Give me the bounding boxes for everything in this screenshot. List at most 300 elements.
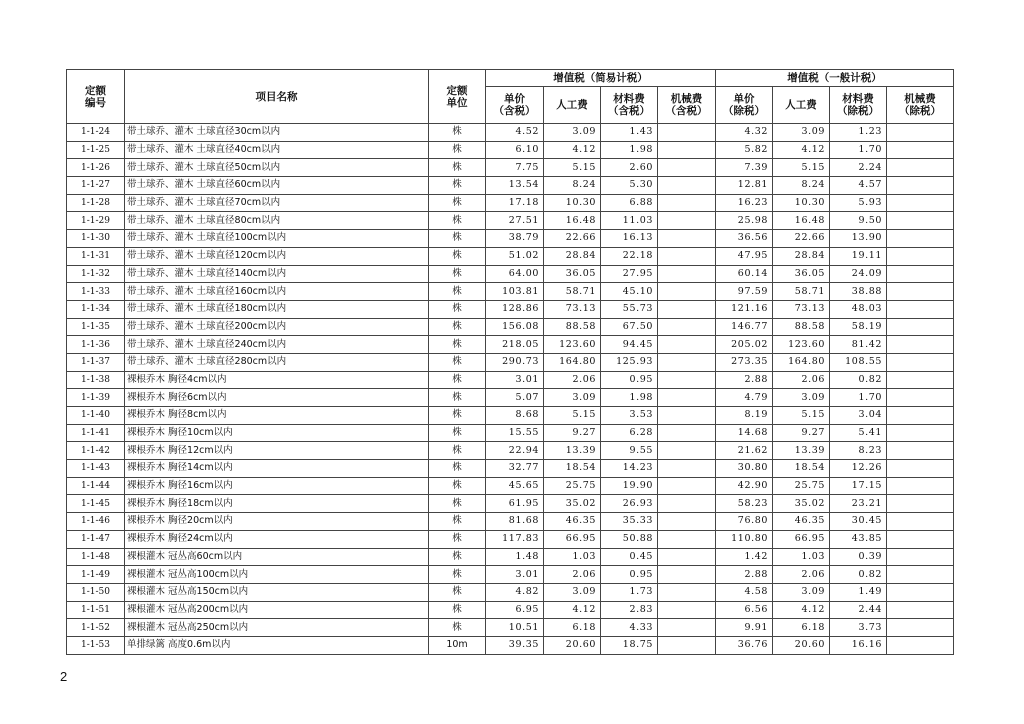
- cell-code: 1-1-49: [67, 566, 125, 584]
- cell-labor-cost: 28.84: [773, 247, 830, 265]
- cell-unit: 株: [429, 389, 486, 407]
- cell-unit-price-incl-tax: 3.01: [486, 566, 544, 584]
- cell-code: 1-1-32: [67, 265, 125, 283]
- cell-unit: 株: [429, 141, 486, 159]
- header-unit-price-excl-tax: 单价 （除税）: [716, 87, 773, 124]
- cell-material-cost-excl-tax: 48.03: [830, 300, 887, 318]
- cell-material-cost-incl-tax: 1.98: [601, 141, 658, 159]
- cell-labor-cost: 46.35: [544, 513, 601, 531]
- cell-unit-price-incl-tax: 39.35: [486, 636, 544, 654]
- cell-item-name: 裸根乔木 胸径10cm以内: [125, 424, 429, 442]
- cell-item-name: 带土球乔、灌木 土球直径80cm以内: [125, 212, 429, 230]
- cell-unit-price-excl-tax: 97.59: [716, 283, 773, 301]
- cell-unit-price-incl-tax: 32.77: [486, 460, 544, 478]
- cell-labor-cost: 73.13: [773, 300, 830, 318]
- table-row: [67, 548, 954, 566]
- cell-labor-cost: 25.75: [773, 477, 830, 495]
- cell-machinery-cost-incl-tax: [658, 177, 716, 195]
- cell-unit-price-incl-tax: 13.54: [486, 177, 544, 195]
- cell-labor-cost: 1.03: [544, 548, 601, 566]
- cell-code: 1-1-52: [67, 619, 125, 637]
- cell-unit-price-excl-tax: 58.23: [716, 495, 773, 513]
- cell-machinery-cost-incl-tax: [658, 601, 716, 619]
- cell-unit-price-incl-tax: 290.73: [486, 353, 544, 371]
- cell-machinery-cost-excl-tax: [887, 353, 954, 371]
- cell-code: 1-1-41: [67, 424, 125, 442]
- cell-machinery-cost-incl-tax: [658, 566, 716, 584]
- cell-unit-price-incl-tax: 7.75: [486, 159, 544, 177]
- cell-labor-cost: 13.39: [773, 442, 830, 460]
- cell-unit: 株: [429, 159, 486, 177]
- cell-machinery-cost-incl-tax: [658, 159, 716, 177]
- cell-unit-price-excl-tax: 2.88: [716, 371, 773, 389]
- cell-unit-price-excl-tax: 47.95: [716, 247, 773, 265]
- cell-code: 1-1-40: [67, 407, 125, 425]
- cell-labor-cost: 3.09: [773, 583, 830, 601]
- cell-item-name: 带土球乔、灌木 土球直径40cm以内: [125, 141, 429, 159]
- cell-labor-cost: 8.24: [544, 177, 601, 195]
- cell-unit-price-excl-tax: 5.82: [716, 141, 773, 159]
- cell-labor-cost: 3.09: [544, 583, 601, 601]
- cell-labor-cost: 123.60: [773, 336, 830, 354]
- table-row: [67, 636, 954, 654]
- cell-labor-cost: 3.09: [773, 124, 830, 142]
- cell-machinery-cost-incl-tax: [658, 460, 716, 478]
- table-row: [67, 353, 954, 371]
- cell-unit-price-incl-tax: 117.83: [486, 530, 544, 548]
- cell-code: 1-1-39: [67, 389, 125, 407]
- cell-item-name: 裸根灌木 冠丛高250cm以内: [125, 619, 429, 637]
- cell-code: 1-1-37: [67, 353, 125, 371]
- table-row: [67, 566, 954, 584]
- cell-unit: 株: [429, 230, 486, 248]
- cell-item-name: 裸根乔木 胸径14cm以内: [125, 460, 429, 478]
- cell-unit-price-excl-tax: 146.77: [716, 318, 773, 336]
- table-row: [67, 230, 954, 248]
- cell-item-name: 单排绿篱 高度0.6m以内: [125, 636, 429, 654]
- cell-item-name: 裸根灌木 冠丛高150cm以内: [125, 583, 429, 601]
- cell-unit-price-incl-tax: 17.18: [486, 194, 544, 212]
- cell-code: 1-1-36: [67, 336, 125, 354]
- cell-machinery-cost-excl-tax: [887, 619, 954, 637]
- cell-labor-cost: 66.95: [773, 530, 830, 548]
- cell-item-name: 裸根灌木 冠丛高200cm以内: [125, 601, 429, 619]
- cell-material-cost-incl-tax: 125.93: [601, 353, 658, 371]
- cell-unit-price-incl-tax: 61.95: [486, 495, 544, 513]
- cell-item-name: 裸根乔木 胸径24cm以内: [125, 530, 429, 548]
- header-machinery-cost-incl-tax: 机械费 （含税）: [658, 87, 716, 124]
- cell-unit-price-excl-tax: 12.81: [716, 177, 773, 195]
- cell-material-cost-excl-tax: 19.11: [830, 247, 887, 265]
- cell-item-name: 带土球乔、灌木 土球直径60cm以内: [125, 177, 429, 195]
- cell-item-name: 带土球乔、灌木 土球直径30cm以内: [125, 124, 429, 142]
- cell-unit: 株: [429, 265, 486, 283]
- cell-code: 1-1-51: [67, 601, 125, 619]
- cell-unit: 株: [429, 601, 486, 619]
- cell-code: 1-1-42: [67, 442, 125, 460]
- cell-machinery-cost-excl-tax: [887, 141, 954, 159]
- page-number: 2: [60, 669, 68, 684]
- table-row: [67, 283, 954, 301]
- cell-code: 1-1-29: [67, 212, 125, 230]
- cell-unit-price-incl-tax: 10.51: [486, 619, 544, 637]
- cell-unit: 株: [429, 318, 486, 336]
- cell-material-cost-incl-tax: 35.33: [601, 513, 658, 531]
- cell-unit-price-excl-tax: 1.42: [716, 548, 773, 566]
- cell-material-cost-excl-tax: 81.42: [830, 336, 887, 354]
- cell-machinery-cost-excl-tax: [887, 283, 954, 301]
- cell-labor-cost: 3.09: [544, 124, 601, 142]
- cell-material-cost-incl-tax: 9.55: [601, 442, 658, 460]
- cell-material-cost-incl-tax: 11.03: [601, 212, 658, 230]
- cell-unit-price-excl-tax: 121.16: [716, 300, 773, 318]
- cell-code: 1-1-46: [67, 513, 125, 531]
- cell-machinery-cost-incl-tax: [658, 124, 716, 142]
- cell-unit-price-incl-tax: 45.65: [486, 477, 544, 495]
- cell-material-cost-excl-tax: 30.45: [830, 513, 887, 531]
- header-group-general-tax: 增值税（一般计税）: [716, 70, 954, 87]
- cell-code: 1-1-27: [67, 177, 125, 195]
- cell-labor-cost: 9.27: [544, 424, 601, 442]
- cell-item-name: 带土球乔、灌木 土球直径140cm以内: [125, 265, 429, 283]
- rate-table: [66, 69, 954, 655]
- cell-material-cost-incl-tax: 1.98: [601, 389, 658, 407]
- cell-unit: 株: [429, 353, 486, 371]
- cell-labor-cost: 66.95: [544, 530, 601, 548]
- cell-item-name: 裸根灌木 冠丛高100cm以内: [125, 566, 429, 584]
- cell-machinery-cost-excl-tax: [887, 389, 954, 407]
- cell-material-cost-incl-tax: 2.83: [601, 601, 658, 619]
- cell-material-cost-excl-tax: 3.73: [830, 619, 887, 637]
- cell-unit: 株: [429, 336, 486, 354]
- cell-unit-price-excl-tax: 9.91: [716, 619, 773, 637]
- cell-machinery-cost-incl-tax: [658, 353, 716, 371]
- cell-material-cost-incl-tax: 6.28: [601, 424, 658, 442]
- cell-material-cost-excl-tax: 0.39: [830, 548, 887, 566]
- cell-code: 1-1-34: [67, 300, 125, 318]
- cell-labor-cost: 123.60: [544, 336, 601, 354]
- cell-unit-price-excl-tax: 60.14: [716, 265, 773, 283]
- cell-machinery-cost-incl-tax: [658, 194, 716, 212]
- cell-material-cost-excl-tax: 8.23: [830, 442, 887, 460]
- cell-material-cost-incl-tax: 1.73: [601, 583, 658, 601]
- table-row: [67, 460, 954, 478]
- cell-material-cost-incl-tax: 50.88: [601, 530, 658, 548]
- cell-labor-cost: 36.05: [544, 265, 601, 283]
- cell-code: 1-1-38: [67, 371, 125, 389]
- cell-labor-cost: 20.60: [773, 636, 830, 654]
- table-row: [67, 177, 954, 195]
- cell-labor-cost: 16.48: [544, 212, 601, 230]
- cell-unit-price-incl-tax: 3.01: [486, 371, 544, 389]
- cell-machinery-cost-excl-tax: [887, 194, 954, 212]
- cell-unit-price-incl-tax: 5.07: [486, 389, 544, 407]
- cell-unit: 株: [429, 283, 486, 301]
- cell-machinery-cost-incl-tax: [658, 619, 716, 637]
- cell-code: 1-1-44: [67, 477, 125, 495]
- cell-code: 1-1-47: [67, 530, 125, 548]
- cell-unit: 株: [429, 477, 486, 495]
- cell-code: 1-1-31: [67, 247, 125, 265]
- cell-material-cost-incl-tax: 14.23: [601, 460, 658, 478]
- cell-machinery-cost-excl-tax: [887, 230, 954, 248]
- cell-machinery-cost-incl-tax: [658, 548, 716, 566]
- cell-labor-cost: 5.15: [544, 159, 601, 177]
- header-machinery-cost-excl-tax: 机械费 （除税）: [887, 87, 954, 124]
- header-name: 项目名称: [125, 70, 429, 124]
- cell-machinery-cost-incl-tax: [658, 336, 716, 354]
- cell-code: 1-1-28: [67, 194, 125, 212]
- cell-machinery-cost-incl-tax: [658, 371, 716, 389]
- cell-labor-cost: 164.80: [544, 353, 601, 371]
- cell-unit-price-incl-tax: 103.81: [486, 283, 544, 301]
- cell-machinery-cost-excl-tax: [887, 265, 954, 283]
- cell-machinery-cost-excl-tax: [887, 460, 954, 478]
- table-row: [67, 124, 954, 142]
- header-labor-cost: 人工费: [544, 87, 601, 124]
- cell-material-cost-excl-tax: 0.82: [830, 566, 887, 584]
- table-row: [67, 371, 954, 389]
- cell-code: 1-1-26: [67, 159, 125, 177]
- cell-labor-cost: 10.30: [773, 194, 830, 212]
- cell-unit: 株: [429, 247, 486, 265]
- cell-unit: 株: [429, 442, 486, 460]
- cell-unit-price-excl-tax: 273.35: [716, 353, 773, 371]
- cell-unit-price-incl-tax: 81.68: [486, 513, 544, 531]
- cell-unit: 10m: [429, 636, 486, 654]
- cell-item-name: 裸根乔木 胸径16cm以内: [125, 477, 429, 495]
- cell-unit-price-incl-tax: 1.48: [486, 548, 544, 566]
- table-row: [67, 389, 954, 407]
- cell-labor-cost: 35.02: [544, 495, 601, 513]
- cell-unit: 株: [429, 371, 486, 389]
- cell-material-cost-excl-tax: 24.09: [830, 265, 887, 283]
- cell-item-name: 带土球乔、灌木 土球直径160cm以内: [125, 283, 429, 301]
- cell-labor-cost: 5.15: [544, 407, 601, 425]
- header-labor-cost: 人工费: [773, 87, 830, 124]
- cell-unit-price-incl-tax: 8.68: [486, 407, 544, 425]
- cell-labor-cost: 4.12: [773, 601, 830, 619]
- cell-unit: 株: [429, 619, 486, 637]
- cell-unit-price-excl-tax: 14.68: [716, 424, 773, 442]
- cell-unit-price-incl-tax: 4.52: [486, 124, 544, 142]
- cell-material-cost-incl-tax: 94.45: [601, 336, 658, 354]
- cell-material-cost-incl-tax: 45.10: [601, 283, 658, 301]
- cell-material-cost-excl-tax: 9.50: [830, 212, 887, 230]
- cell-code: 1-1-30: [67, 230, 125, 248]
- table-row: [67, 300, 954, 318]
- cell-material-cost-excl-tax: 108.55: [830, 353, 887, 371]
- table-row: [67, 477, 954, 495]
- cell-material-cost-excl-tax: 1.23: [830, 124, 887, 142]
- cell-material-cost-incl-tax: 0.45: [601, 548, 658, 566]
- cell-code: 1-1-24: [67, 124, 125, 142]
- cell-machinery-cost-incl-tax: [658, 495, 716, 513]
- cell-machinery-cost-excl-tax: [887, 407, 954, 425]
- cell-machinery-cost-excl-tax: [887, 495, 954, 513]
- cell-unit-price-excl-tax: 76.80: [716, 513, 773, 531]
- cell-labor-cost: 3.09: [544, 389, 601, 407]
- cell-labor-cost: 9.27: [773, 424, 830, 442]
- cell-machinery-cost-excl-tax: [887, 530, 954, 548]
- cell-unit-price-incl-tax: 6.95: [486, 601, 544, 619]
- cell-material-cost-excl-tax: 1.70: [830, 389, 887, 407]
- cell-machinery-cost-excl-tax: [887, 177, 954, 195]
- table-row: [67, 159, 954, 177]
- cell-material-cost-excl-tax: 17.15: [830, 477, 887, 495]
- cell-item-name: 裸根乔木 胸径4cm以内: [125, 371, 429, 389]
- cell-labor-cost: 4.12: [773, 141, 830, 159]
- cell-machinery-cost-incl-tax: [658, 477, 716, 495]
- table-row: [67, 265, 954, 283]
- table-row: [67, 247, 954, 265]
- cell-material-cost-excl-tax: 2.44: [830, 601, 887, 619]
- cell-labor-cost: 2.06: [773, 566, 830, 584]
- cell-machinery-cost-incl-tax: [658, 424, 716, 442]
- table-row: [67, 336, 954, 354]
- cell-item-name: 带土球乔、灌木 土球直径180cm以内: [125, 300, 429, 318]
- cell-machinery-cost-excl-tax: [887, 300, 954, 318]
- cell-material-cost-incl-tax: 1.43: [601, 124, 658, 142]
- cell-labor-cost: 22.66: [544, 230, 601, 248]
- cell-material-cost-excl-tax: 13.90: [830, 230, 887, 248]
- cell-labor-cost: 35.02: [773, 495, 830, 513]
- cell-unit: 株: [429, 460, 486, 478]
- table-row: [67, 530, 954, 548]
- cell-machinery-cost-excl-tax: [887, 336, 954, 354]
- cell-machinery-cost-excl-tax: [887, 513, 954, 531]
- cell-code: 1-1-48: [67, 548, 125, 566]
- header-code: 定额 编号: [67, 70, 125, 124]
- cell-labor-cost: 4.12: [544, 601, 601, 619]
- cell-unit-price-incl-tax: 38.79: [486, 230, 544, 248]
- cell-labor-cost: 6.18: [773, 619, 830, 637]
- cell-labor-cost: 2.06: [544, 566, 601, 584]
- cell-material-cost-excl-tax: 38.88: [830, 283, 887, 301]
- cell-labor-cost: 18.54: [773, 460, 830, 478]
- table-row: [67, 601, 954, 619]
- cell-code: 1-1-43: [67, 460, 125, 478]
- cell-machinery-cost-incl-tax: [658, 513, 716, 531]
- cell-material-cost-excl-tax: 5.93: [830, 194, 887, 212]
- cell-material-cost-incl-tax: 3.53: [601, 407, 658, 425]
- header-unit-price-incl-tax: 单价 （含税）: [486, 87, 544, 124]
- header-material-cost-incl-tax: 材料费 （含税）: [601, 87, 658, 124]
- table-row: [67, 495, 954, 513]
- cell-item-name: 带土球乔、灌木 土球直径280cm以内: [125, 353, 429, 371]
- cell-machinery-cost-excl-tax: [887, 124, 954, 142]
- cell-labor-cost: 8.24: [773, 177, 830, 195]
- header-material-cost-excl-tax: 材料费 （除税）: [830, 87, 887, 124]
- cell-item-name: 带土球乔、灌木 土球直径120cm以内: [125, 247, 429, 265]
- cell-material-cost-excl-tax: 2.24: [830, 159, 887, 177]
- cell-machinery-cost-excl-tax: [887, 601, 954, 619]
- cell-machinery-cost-excl-tax: [887, 442, 954, 460]
- cell-material-cost-excl-tax: 1.49: [830, 583, 887, 601]
- cell-unit-price-excl-tax: 21.62: [716, 442, 773, 460]
- cell-labor-cost: 4.12: [544, 141, 601, 159]
- cell-unit: 株: [429, 495, 486, 513]
- cell-labor-cost: 5.15: [773, 407, 830, 425]
- cell-machinery-cost-incl-tax: [658, 230, 716, 248]
- cell-item-name: 带土球乔、灌木 土球直径100cm以内: [125, 230, 429, 248]
- cell-labor-cost: 36.05: [773, 265, 830, 283]
- cell-machinery-cost-incl-tax: [658, 141, 716, 159]
- table-header: [67, 70, 954, 124]
- cell-unit-price-excl-tax: 2.88: [716, 566, 773, 584]
- table-row: [67, 194, 954, 212]
- cell-machinery-cost-incl-tax: [658, 265, 716, 283]
- cell-code: 1-1-25: [67, 141, 125, 159]
- table-row: [67, 442, 954, 460]
- cell-labor-cost: 6.18: [544, 619, 601, 637]
- cell-material-cost-incl-tax: 67.50: [601, 318, 658, 336]
- cell-machinery-cost-incl-tax: [658, 389, 716, 407]
- cell-unit: 株: [429, 513, 486, 531]
- cell-item-name: 带土球乔、灌木 土球直径50cm以内: [125, 159, 429, 177]
- cell-unit-price-incl-tax: 6.10: [486, 141, 544, 159]
- cell-unit: 株: [429, 530, 486, 548]
- cell-labor-cost: 20.60: [544, 636, 601, 654]
- header-group-simple-tax: 增值税（简易计税）: [486, 70, 716, 87]
- cell-unit: 株: [429, 407, 486, 425]
- cell-machinery-cost-excl-tax: [887, 424, 954, 442]
- cell-machinery-cost-incl-tax: [658, 212, 716, 230]
- cell-material-cost-excl-tax: 3.04: [830, 407, 887, 425]
- cell-material-cost-incl-tax: 27.95: [601, 265, 658, 283]
- cell-unit-price-incl-tax: 128.86: [486, 300, 544, 318]
- cell-labor-cost: 2.06: [544, 371, 601, 389]
- cell-labor-cost: 46.35: [773, 513, 830, 531]
- table-body: [67, 124, 954, 655]
- cell-item-name: 裸根乔木 胸径8cm以内: [125, 407, 429, 425]
- cell-unit: 株: [429, 566, 486, 584]
- cell-item-name: 裸根乔木 胸径12cm以内: [125, 442, 429, 460]
- cell-unit: 株: [429, 583, 486, 601]
- cell-unit-price-excl-tax: 16.23: [716, 194, 773, 212]
- table-row: [67, 212, 954, 230]
- cell-material-cost-excl-tax: 4.57: [830, 177, 887, 195]
- cell-unit-price-excl-tax: 25.98: [716, 212, 773, 230]
- cell-material-cost-excl-tax: 43.85: [830, 530, 887, 548]
- cell-labor-cost: 18.54: [544, 460, 601, 478]
- cell-item-name: 裸根灌木 冠丛高60cm以内: [125, 548, 429, 566]
- cell-unit-price-excl-tax: 205.02: [716, 336, 773, 354]
- cell-machinery-cost-excl-tax: [887, 636, 954, 654]
- cell-labor-cost: 58.71: [773, 283, 830, 301]
- cell-unit-price-incl-tax: 218.05: [486, 336, 544, 354]
- cell-machinery-cost-excl-tax: [887, 212, 954, 230]
- cell-item-name: 带土球乔、灌木 土球直径70cm以内: [125, 194, 429, 212]
- cell-unit-price-incl-tax: 15.55: [486, 424, 544, 442]
- cell-unit-price-excl-tax: 30.80: [716, 460, 773, 478]
- cell-machinery-cost-incl-tax: [658, 300, 716, 318]
- cell-machinery-cost-excl-tax: [887, 371, 954, 389]
- cell-item-name: 带土球乔、灌木 土球直径200cm以内: [125, 318, 429, 336]
- cell-labor-cost: 58.71: [544, 283, 601, 301]
- cell-material-cost-excl-tax: 12.26: [830, 460, 887, 478]
- cell-unit: 株: [429, 300, 486, 318]
- cell-unit-price-excl-tax: 4.79: [716, 389, 773, 407]
- table-row: [67, 424, 954, 442]
- cell-unit-price-excl-tax: 4.58: [716, 583, 773, 601]
- cell-material-cost-excl-tax: 1.70: [830, 141, 887, 159]
- cell-machinery-cost-excl-tax: [887, 548, 954, 566]
- table-row: [67, 619, 954, 637]
- cell-material-cost-incl-tax: 22.18: [601, 247, 658, 265]
- table-row: [67, 513, 954, 531]
- cell-unit-price-excl-tax: 6.56: [716, 601, 773, 619]
